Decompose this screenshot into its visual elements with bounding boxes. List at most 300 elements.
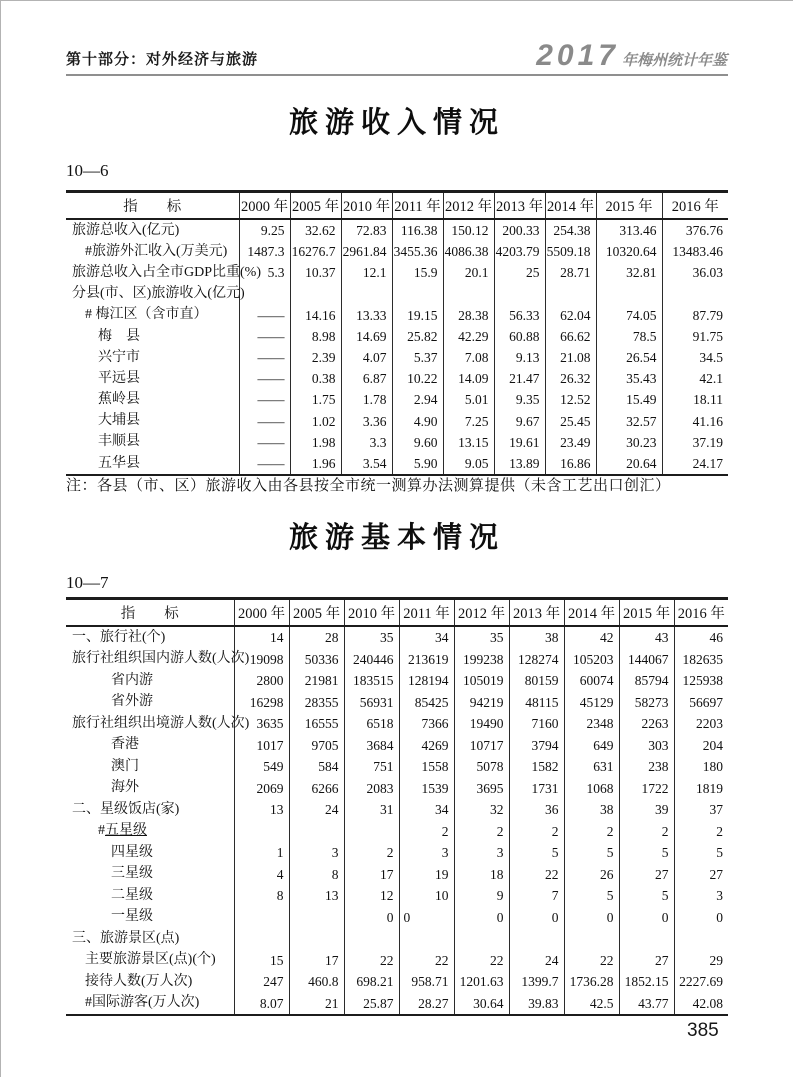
value-cell: 631 <box>564 756 619 778</box>
value-cell: 1.75 <box>290 390 341 411</box>
value-cell: 10.37 <box>290 262 341 283</box>
value-cell: 13.89 <box>494 453 545 475</box>
value-cell: 25.87 <box>344 993 399 1016</box>
value-cell: 16298 <box>234 692 289 714</box>
value-cell: —— <box>239 368 290 389</box>
value-cell: 1582 <box>509 756 564 778</box>
table-row <box>66 756 728 778</box>
table-row <box>66 453 728 475</box>
value-cell: 32.57 <box>596 411 662 432</box>
value-cell: 4269 <box>399 735 454 757</box>
row-indicator-label: #五星级 <box>98 823 147 839</box>
year-column-header: 2016 年 <box>674 599 728 627</box>
value-cell <box>289 821 344 843</box>
value-cell: 24 <box>289 799 344 821</box>
row-indicator-label: 丰顺县 <box>98 434 140 450</box>
table-row <box>66 368 728 389</box>
value-cell: 13.15 <box>443 432 494 453</box>
value-cell: 7.25 <box>443 411 494 432</box>
value-cell: 1.02 <box>290 411 341 432</box>
year-column-header: 2013 年 <box>509 599 564 627</box>
value-cell: 34.5 <box>662 347 728 368</box>
value-cell: 204 <box>674 735 728 757</box>
value-cell: 91.75 <box>662 326 728 347</box>
value-cell: 10 <box>399 885 454 907</box>
row-indicator-label: 旅行社组织国内游人数(人次) <box>72 651 250 667</box>
year-column-header: 2016 年 <box>662 192 728 220</box>
row-indicator-label: # 梅江区（含市直） <box>85 307 208 323</box>
table-row <box>66 241 728 262</box>
logo-year-text: 2017 <box>536 39 619 72</box>
year-column-header: 2012 年 <box>443 192 494 220</box>
value-cell: 5.01 <box>443 390 494 411</box>
value-cell: 0 <box>564 907 619 929</box>
income-table-note: 注：各县（市、区）旅游收入由各县按全市统一测算办法测算提供（未含工艺出口创汇） <box>66 478 671 494</box>
value-cell: —— <box>239 432 290 453</box>
value-cell: 23.49 <box>545 432 596 453</box>
value-cell <box>596 284 662 305</box>
value-cell: 0 <box>509 907 564 929</box>
value-cell: 18 <box>454 864 509 886</box>
value-cell: 35 <box>454 626 509 649</box>
value-cell: 21 <box>289 993 344 1016</box>
value-cell: 32.62 <box>290 219 341 241</box>
value-cell <box>344 821 399 843</box>
table-row <box>66 842 728 864</box>
value-cell: 2800 <box>234 670 289 692</box>
value-cell: 751 <box>344 756 399 778</box>
section-header: 第十部分：对外经济与旅游 <box>66 51 259 68</box>
value-cell: 116.38 <box>392 219 443 241</box>
value-cell: 7366 <box>399 713 454 735</box>
value-cell: 12 <box>344 885 399 907</box>
year-column-header: 2010 年 <box>344 599 399 627</box>
value-cell: 15.9 <box>392 262 443 283</box>
value-cell: 5 <box>509 842 564 864</box>
value-cell: 1399.7 <box>509 971 564 993</box>
value-cell <box>545 284 596 305</box>
year-column-header: 2010 年 <box>341 192 392 220</box>
row-indicator-label: 旅游总收入占全市GDP比重(%) <box>72 264 261 280</box>
value-cell: 42.1 <box>662 368 728 389</box>
value-cell <box>234 928 289 950</box>
value-cell: 60.88 <box>494 326 545 347</box>
year-column-header: 2015 年 <box>619 599 674 627</box>
year-column-header: 2011 年 <box>392 192 443 220</box>
row-indicator-label: 蕉岭县 <box>98 392 140 408</box>
table-row <box>66 907 728 929</box>
value-cell: 2227.69 <box>674 971 728 993</box>
table-row <box>66 326 728 347</box>
value-cell: 20.64 <box>596 453 662 475</box>
value-cell: 1068 <box>564 778 619 800</box>
value-cell: 21.08 <box>545 347 596 368</box>
value-cell: 30.64 <box>454 993 509 1016</box>
value-cell: 1487.3 <box>239 241 290 262</box>
yearbook-logo <box>536 39 727 72</box>
value-cell: 1731 <box>509 778 564 800</box>
value-cell: 1017 <box>234 735 289 757</box>
row-indicator-label: 四星级 <box>111 844 153 860</box>
value-cell: 649 <box>564 735 619 757</box>
table-row <box>66 864 728 886</box>
value-cell: 144067 <box>619 649 674 671</box>
row-indicator-label: 主要旅游景区(点)(个) <box>85 952 216 968</box>
value-cell: 36.03 <box>662 262 728 283</box>
value-cell: 22 <box>344 950 399 972</box>
value-cell: 19.15 <box>392 305 443 326</box>
row-indicator-label: 五华县 <box>98 455 140 471</box>
value-cell: 5509.18 <box>545 241 596 262</box>
value-cell: 28.27 <box>399 993 454 1016</box>
value-cell: 1.78 <box>341 390 392 411</box>
value-cell: 128194 <box>399 670 454 692</box>
value-cell <box>399 928 454 950</box>
value-cell: 17 <box>289 950 344 972</box>
value-cell: 30.23 <box>596 432 662 453</box>
tourism-basic-table <box>66 597 728 1016</box>
value-cell <box>509 928 564 950</box>
value-cell: 56697 <box>674 692 728 714</box>
value-cell: 6.87 <box>341 368 392 389</box>
value-cell: 42.5 <box>564 993 619 1016</box>
value-cell: 14 <box>234 626 289 649</box>
value-cell: 25 <box>494 262 545 283</box>
value-cell: 34 <box>399 799 454 821</box>
value-cell: 29 <box>674 950 728 972</box>
value-cell <box>674 928 728 950</box>
value-cell: 72.83 <box>341 219 392 241</box>
value-cell: 22 <box>509 864 564 886</box>
value-cell: 9.05 <box>443 453 494 475</box>
value-cell <box>234 821 289 843</box>
value-cell: 21981 <box>289 670 344 692</box>
value-cell: 2961.84 <box>341 241 392 262</box>
value-cell: 1201.63 <box>454 971 509 993</box>
table-row <box>66 432 728 453</box>
value-cell: 1 <box>234 842 289 864</box>
value-cell: 2348 <box>564 713 619 735</box>
value-cell: 247 <box>234 971 289 993</box>
table-row <box>66 950 728 972</box>
table-row <box>66 284 728 305</box>
row-indicator-label: 一、旅行社(个) <box>72 629 166 645</box>
value-cell: 3 <box>399 842 454 864</box>
value-cell: 19490 <box>454 713 509 735</box>
value-cell: 200.33 <box>494 219 545 241</box>
value-cell <box>234 907 289 929</box>
row-indicator-label: 三星级 <box>111 866 153 882</box>
value-cell: 105019 <box>454 670 509 692</box>
value-cell: 35.43 <box>596 368 662 389</box>
value-cell <box>619 928 674 950</box>
value-cell: 8 <box>234 885 289 907</box>
table-row <box>66 219 728 241</box>
value-cell: 27 <box>674 864 728 886</box>
value-cell: 24.17 <box>662 453 728 475</box>
value-cell <box>289 928 344 950</box>
value-cell: 42.29 <box>443 326 494 347</box>
value-cell: 38 <box>564 799 619 821</box>
value-cell: 105203 <box>564 649 619 671</box>
value-cell: 31 <box>344 799 399 821</box>
value-cell: 213619 <box>399 649 454 671</box>
page-header <box>66 39 727 72</box>
table-row <box>66 347 728 368</box>
row-indicator-label: 海外 <box>111 780 139 796</box>
value-cell: 41.16 <box>662 411 728 432</box>
value-cell: 25.82 <box>392 326 443 347</box>
table-row <box>66 993 728 1016</box>
value-cell: —— <box>239 347 290 368</box>
value-cell: 87.79 <box>662 305 728 326</box>
value-cell <box>494 284 545 305</box>
value-cell: 3.36 <box>341 411 392 432</box>
value-cell: 18.11 <box>662 390 728 411</box>
value-cell: 17 <box>344 864 399 886</box>
value-cell: 7 <box>509 885 564 907</box>
year-column-header: 2005 年 <box>289 599 344 627</box>
value-cell: 42.08 <box>674 993 728 1016</box>
row-indicator-label: 旅游总收入(亿元) <box>72 222 180 238</box>
logo-suffix-text: 年梅州统计年鉴 <box>621 52 727 69</box>
value-cell: 13483.46 <box>662 241 728 262</box>
value-cell: 13 <box>234 799 289 821</box>
indicator-column-header: 指 标 <box>66 192 239 220</box>
value-cell: 8 <box>289 864 344 886</box>
value-cell: 180 <box>674 756 728 778</box>
row-indicator-label: 二星级 <box>111 887 153 903</box>
value-cell <box>290 284 341 305</box>
value-cell: 9.60 <box>392 432 443 453</box>
value-cell: 125938 <box>674 670 728 692</box>
value-cell: 28 <box>289 626 344 649</box>
value-cell: —— <box>239 390 290 411</box>
value-cell: 1539 <box>399 778 454 800</box>
value-cell: 238 <box>619 756 674 778</box>
value-cell: 182635 <box>674 649 728 671</box>
value-cell: 13 <box>289 885 344 907</box>
value-cell: 240446 <box>344 649 399 671</box>
value-cell: 32 <box>454 799 509 821</box>
value-cell: 66.62 <box>545 326 596 347</box>
value-cell: 2.94 <box>392 390 443 411</box>
value-cell: 8.07 <box>234 993 289 1016</box>
value-cell: 4203.79 <box>494 241 545 262</box>
value-cell: 3684 <box>344 735 399 757</box>
value-cell: 1736.28 <box>564 971 619 993</box>
value-cell <box>289 907 344 929</box>
value-cell <box>341 284 392 305</box>
table-row <box>66 411 728 432</box>
value-cell: 10717 <box>454 735 509 757</box>
value-cell: 2203 <box>674 713 728 735</box>
value-cell: 45129 <box>564 692 619 714</box>
value-cell: 4086.38 <box>443 241 494 262</box>
value-cell: 183515 <box>344 670 399 692</box>
value-cell: 199238 <box>454 649 509 671</box>
year-column-header: 2014 年 <box>545 192 596 220</box>
value-cell: 50336 <box>289 649 344 671</box>
value-cell: 26.54 <box>596 347 662 368</box>
table-row <box>66 778 728 800</box>
value-cell: —— <box>239 326 290 347</box>
value-cell: 14.69 <box>341 326 392 347</box>
value-cell: 303 <box>619 735 674 757</box>
value-cell <box>443 284 494 305</box>
value-cell: 28355 <box>289 692 344 714</box>
value-cell: 150.12 <box>443 219 494 241</box>
value-cell: 43.77 <box>619 993 674 1016</box>
value-cell: 58273 <box>619 692 674 714</box>
income-table-number: 10—6 <box>66 161 109 180</box>
table-row <box>66 735 728 757</box>
value-cell <box>344 928 399 950</box>
table-row <box>66 971 728 993</box>
value-cell: 21.47 <box>494 368 545 389</box>
table-row <box>66 670 728 692</box>
value-cell: 2083 <box>344 778 399 800</box>
basic-table-number: 10—7 <box>66 573 109 592</box>
value-cell: 3455.36 <box>392 241 443 262</box>
value-cell: 5.3 <box>239 262 290 283</box>
year-column-header: 2013 年 <box>494 192 545 220</box>
value-cell: 35 <box>344 626 399 649</box>
row-indicator-label: 省外游 <box>111 694 153 710</box>
value-cell: 5.90 <box>392 453 443 475</box>
tourism-income-table <box>66 190 728 476</box>
value-cell: 62.04 <box>545 305 596 326</box>
value-cell: 1.96 <box>290 453 341 475</box>
value-cell: 32.81 <box>596 262 662 283</box>
value-cell: 26 <box>564 864 619 886</box>
value-cell: 78.5 <box>596 326 662 347</box>
year-column-header: 2012 年 <box>454 599 509 627</box>
value-cell: 313.46 <box>596 219 662 241</box>
value-cell: 60074 <box>564 670 619 692</box>
basic-section-title: 旅游基本情况 <box>288 522 505 554</box>
value-cell: 460.8 <box>289 971 344 993</box>
row-indicator-label: 梅 县 <box>98 328 140 344</box>
page-number: 385 <box>687 1020 719 1041</box>
row-indicator-label: 一星级 <box>111 909 153 925</box>
table-row <box>66 713 728 735</box>
value-cell: 6266 <box>289 778 344 800</box>
row-indicator-label: 分县(市、区)旅游收入(亿元) <box>72 286 245 302</box>
value-cell: 56.33 <box>494 305 545 326</box>
value-cell: 5 <box>674 842 728 864</box>
value-cell: 16.86 <box>545 453 596 475</box>
value-cell: 9705 <box>289 735 344 757</box>
value-cell: 19.61 <box>494 432 545 453</box>
value-cell: 3635 <box>234 713 289 735</box>
indicator-column-header: 指 标 <box>66 599 234 627</box>
row-indicator-label: 三、旅游景区(点) <box>72 930 180 946</box>
value-cell: 6518 <box>344 713 399 735</box>
row-indicator-label: 香港 <box>111 737 139 753</box>
value-cell: 3 <box>674 885 728 907</box>
value-cell <box>454 928 509 950</box>
row-indicator-label: 旅行社组织出境游人数(人次) <box>72 715 250 731</box>
value-cell: 9 <box>454 885 509 907</box>
value-cell: —— <box>239 411 290 432</box>
value-cell: 1852.15 <box>619 971 674 993</box>
value-cell <box>392 284 443 305</box>
value-cell: 9.25 <box>239 219 290 241</box>
row-indicator-label: #国际游客(万人次) <box>85 995 200 1011</box>
value-cell: 0 <box>674 907 728 929</box>
value-cell: 584 <box>289 756 344 778</box>
header-rule <box>66 74 728 76</box>
row-indicator-label: 澳门 <box>111 758 139 774</box>
value-cell: 10320.64 <box>596 241 662 262</box>
table-row <box>66 390 728 411</box>
value-cell: 2 <box>344 842 399 864</box>
value-cell: 5 <box>564 842 619 864</box>
income-section-title: 旅游收入情况 <box>288 107 505 139</box>
value-cell: 12.52 <box>545 390 596 411</box>
value-cell: 94219 <box>454 692 509 714</box>
value-cell: 20.1 <box>443 262 494 283</box>
value-cell: 80159 <box>509 670 564 692</box>
value-cell: 9.67 <box>494 411 545 432</box>
value-cell: 7160 <box>509 713 564 735</box>
value-cell: 254.38 <box>545 219 596 241</box>
year-column-header: 2005 年 <box>290 192 341 220</box>
value-cell: 376.76 <box>662 219 728 241</box>
value-cell: 38 <box>509 626 564 649</box>
table-row <box>66 692 728 714</box>
table-row <box>66 626 728 649</box>
value-cell: —— <box>239 453 290 475</box>
value-cell: 3 <box>454 842 509 864</box>
row-indicator-label: 二、星级饭店(家) <box>72 801 180 817</box>
value-cell: 1558 <box>399 756 454 778</box>
table-row <box>66 262 728 283</box>
value-cell: 2.39 <box>290 347 341 368</box>
table-row <box>66 799 728 821</box>
table-row <box>66 305 728 326</box>
value-cell: 3.54 <box>341 453 392 475</box>
value-cell: 37.19 <box>662 432 728 453</box>
value-cell: 13.33 <box>341 305 392 326</box>
value-cell: 36 <box>509 799 564 821</box>
value-cell: 0 <box>619 907 674 929</box>
value-cell: 34 <box>399 626 454 649</box>
table-header-row <box>66 599 728 627</box>
value-cell: 9.13 <box>494 347 545 368</box>
value-cell: 3.3 <box>341 432 392 453</box>
value-cell: 22 <box>564 950 619 972</box>
value-cell: 39 <box>619 799 674 821</box>
year-column-header: 2011 年 <box>399 599 454 627</box>
table-header-row <box>66 192 728 220</box>
value-cell: 19 <box>399 864 454 886</box>
value-cell: 4 <box>234 864 289 886</box>
value-cell: 74.05 <box>596 305 662 326</box>
value-cell: 4.07 <box>341 347 392 368</box>
row-indicator-label: 接待人数(万人次) <box>85 973 193 989</box>
value-cell: 15 <box>234 950 289 972</box>
value-cell: 5078 <box>454 756 509 778</box>
value-cell: —— <box>239 305 290 326</box>
value-cell: 9.35 <box>494 390 545 411</box>
value-cell: 24 <box>509 950 564 972</box>
year-column-header: 2000 年 <box>234 599 289 627</box>
value-cell: 1722 <box>619 778 674 800</box>
value-cell <box>564 928 619 950</box>
value-cell: 5 <box>564 885 619 907</box>
